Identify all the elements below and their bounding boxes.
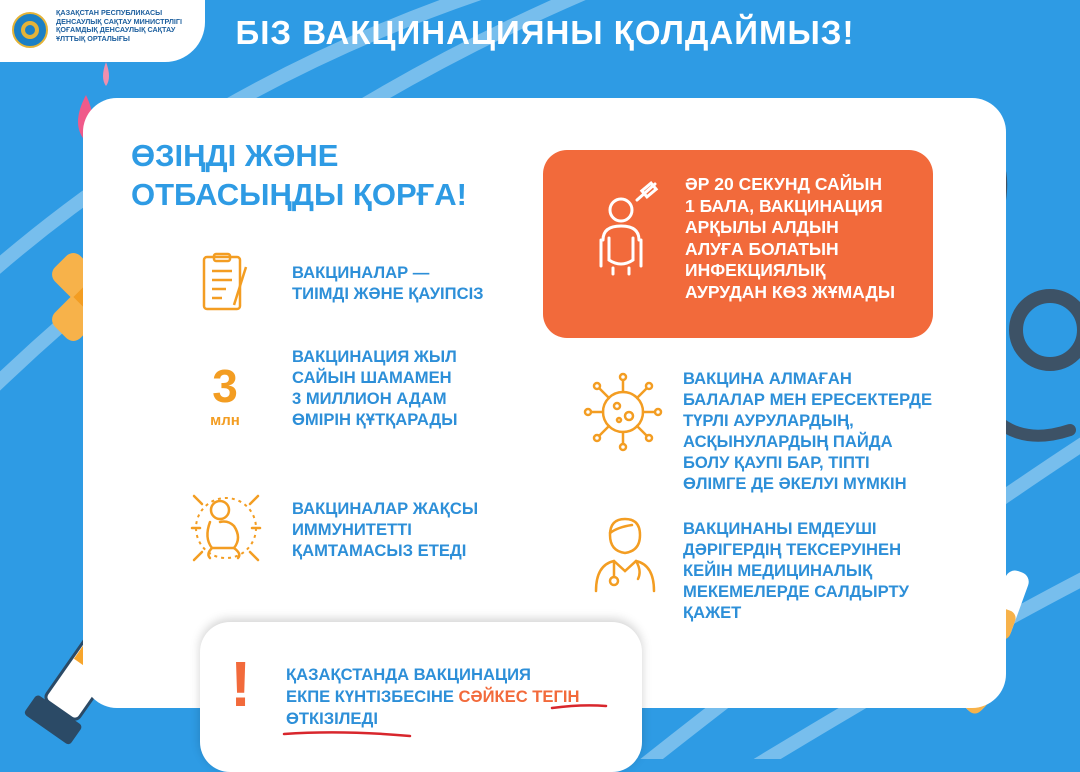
highlight-line: ӘР 20 СЕКУНД САЙЫН: [685, 174, 883, 194]
fact-line: ТИІМДІ ЖӘНЕ ҚАУІПСІЗ: [292, 284, 484, 303]
org-name-line: ҰЛТТЫҚ ОРТАЛЫҒЫ: [56, 33, 130, 43]
fact-line: ВАКЦИНАНЫ ЕМДЕУШІ: [683, 519, 877, 538]
note-line: ӨТКІЗІЛЕДІ: [286, 709, 378, 728]
clipboard-icon: [200, 253, 252, 313]
badge-number: 3: [212, 360, 238, 412]
fact-line: АСҚЫНУЛАРДЫҢ ПАЙДА: [683, 432, 893, 451]
highlight-line: АЛУҒА БОЛАТЫН: [685, 238, 839, 259]
fact-vaccines-safe: [292, 262, 484, 304]
fact-line: ДӘРІГЕРДІҢ ТЕКСЕРУІНЕН: [683, 540, 902, 559]
heading-line: ӨЗІҢДІ ЖӘНЕ: [131, 138, 339, 173]
fact-line: ҚАМТАМАСЫЗ ЕТЕДІ: [292, 541, 467, 560]
fact-doctor-check: [683, 518, 909, 623]
underline-mark: [282, 700, 622, 750]
org-name-line: ҚОҒАМДЫҚ ДЕНСАУЛЫҚ САҚТАУ: [56, 25, 176, 35]
note-highlight: СӘЙКЕС ТЕГІН: [458, 687, 580, 706]
highlight-line: 1 БАЛА, ВАКЦИНАЦИЯ: [685, 195, 883, 216]
fact-line: ИММУНИТЕТТІ: [292, 520, 412, 539]
virus-icon: [583, 372, 663, 452]
highlight-line: АУРУДАН КӨЗ ЖҰМАДЫ: [685, 281, 896, 302]
fact-line: ӨМІРІН ҚҰТҚАРАДЫ: [292, 410, 458, 429]
fact-line: ВАКЦИНАЦИЯ ЖЫЛ: [292, 347, 457, 366]
fact-line: ВАКЦИНАЛАР —: [292, 263, 430, 282]
page-title: БІЗ ВАКЦИНАЦИЯНЫ ҚОЛДАЙМЫЗ!: [235, 14, 855, 51]
org-name: [56, 9, 201, 43]
badge-unit: млн: [210, 412, 240, 429]
doctor-icon: [592, 513, 658, 593]
fact-line: ВАКЦИНАЛАР ЖАҚСЫ: [292, 499, 479, 518]
fact-line: 3 МИЛЛИОН АДАМ: [292, 389, 447, 408]
fact-line: САЙЫН ШАМАМЕН: [292, 368, 452, 387]
fact-line: ҚАЖЕТ: [683, 603, 742, 622]
child-vaccine-icon: [593, 180, 665, 276]
org-name-line: ҚАЗАҚСТАН РЕСПУБЛИКАСЫ: [56, 8, 163, 17]
fact-line: БАЛАЛАР МЕН ЕРЕСЕКТЕРДЕ: [683, 390, 933, 409]
section-heading: [131, 136, 467, 214]
note-line-part: ЕКПЕ КҮНТІЗБЕСІНЕ: [286, 687, 459, 706]
highlight-text: [685, 174, 895, 304]
fact-line: КЕЙІН МЕДИЦИНАЛЫҚ: [683, 561, 873, 580]
highlight-line: ИНФЕКЦИЯЛЫҚ: [685, 260, 826, 281]
heading-line: ОТБАСЫҢДЫ ҚОРҒА!: [131, 177, 467, 212]
fact-line: ТҮРЛІ АУРУЛАРДЫҢ,: [683, 411, 854, 430]
fact-line: МЕКЕМЕЛЕРДЕ САЛДЫРТУ: [683, 582, 909, 601]
note-line: ҚАЗАҚСТАНДА ВАКЦИНАЦИЯ: [286, 665, 531, 684]
fact-line: БОЛУ ҚАУПІ БАР, ТІПТІ: [683, 453, 870, 472]
fact-line: ВАКЦИНА АЛМАҒАН: [683, 369, 852, 388]
fact-line: ӨЛІМГЕ ДЕ ӘКЕЛУІ МҮМКІН: [683, 474, 907, 493]
exclamation-icon: !: [230, 648, 252, 720]
emblem-icon: [12, 12, 48, 48]
fact-immunity: [292, 498, 478, 561]
highlight-box: [543, 150, 933, 338]
fact-lives-saved: [292, 346, 458, 430]
highlight-line: АРҚЫЛЫ АЛДЫН: [685, 217, 839, 238]
protected-child-icon: [190, 488, 262, 568]
org-name-line: ДЕНСАУЛЫҚ САҚТАУ МИНИСТРЛІГІ: [56, 16, 182, 26]
fact-unvaccinated-risk: [683, 368, 932, 494]
org-logo-block: [0, 0, 205, 62]
